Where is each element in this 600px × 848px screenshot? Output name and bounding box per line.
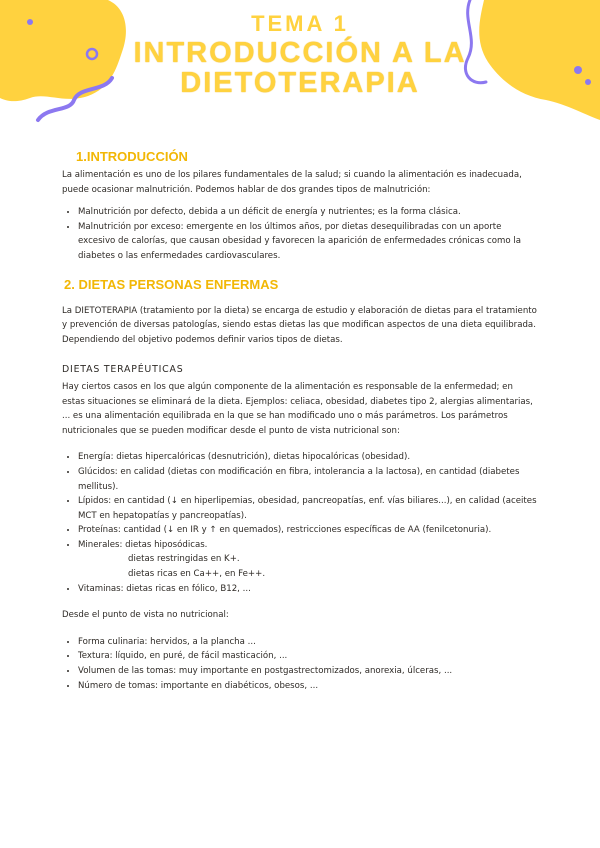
tema-label: TEMA 1: [251, 11, 349, 36]
section-heading-introduccion: 1.INTRODUCCIÓN: [76, 149, 188, 164]
page-title-line1: INTRODUCCIÓN A LA: [133, 37, 467, 69]
list-item: • Forma culinaria: hervidos, a la plancha ...: [78, 635, 538, 650]
list-item: • Vitaminas: dietas ricas en fólico, B12, ...: [78, 582, 538, 597]
list-item: • Volumen de las tomas: muy importante en postgastrectomizados, anorexia, úlceras, ...: [78, 664, 538, 679]
list-item: • Energía: dietas hipercalóricas (desnutrición), dietas hipocalóricas (obesidad).: [78, 450, 538, 465]
paragraph-intro: La alimentación es uno de los pilares fundamentales de la salud; si cuando la alimentación es inadecuada, puede ocasionar malnutrición. Podemos hablar de dos grandes tipos de malnutrición:: [62, 170, 522, 195]
minerales-cont-line: dietas ricas en Ca++, en Fe++.: [128, 569, 266, 580]
paragraph-objetivo: Dependiendo del objetivo podemos definir varios tipos de dietas.: [62, 334, 343, 345]
list-item: • Malnutrición por exceso: emergente en los últimos años, por dietas desequilibradas con un aporte excesivo de calorías, que causan obesidad y favorecen la aparición de enfermedades crónicas como la diabetes o las enfermedades cardiovasculares.: [78, 220, 538, 264]
paragraph-no-nutricional: Desde el punto de vista no nutricional:: [62, 610, 229, 621]
list-item: • Número de tomas: importante en diabéticos, obesos, ...: [78, 679, 538, 694]
document-body: [62, 148, 538, 693]
paragraph-dietoterapia: La DIETOTERAPIA (tratamiento por la dieta) se encarga de estudio y elaboración de dietas para el tratamiento y prevención de diversas patologías, siendo estas dietas las que modifican aspectos de una dieta equilibrada.: [62, 305, 537, 331]
list-item: • Proteínas: cantidad (↓ en IR y ↑ en quemados), restricciones específicas de AA (fenilcetonuria).: [78, 523, 538, 538]
malnutrition-list: [62, 205, 538, 263]
section-heading-dietas: 2. DIETAS PERSONAS ENFERMAS: [64, 276, 279, 292]
title-block: [0, 10, 600, 98]
minerales-text: Minerales: dietas hiposódicas.: [78, 539, 208, 550]
page-title-line2: DIETOTERAPIA: [180, 67, 420, 99]
list-item: • Lípidos: en cantidad (↓ en hiperlipemias, obesidad, pancreopatías, enf. vías biliares...), en calidad (aceites MCT en hepatopatías y pancreopatías).: [78, 494, 538, 523]
list-item: • Glúcidos: en calidad (dietas con modificación en fibra, intolerancia a la lactosa), en cantidad (diabetes mellitus).: [78, 465, 538, 494]
minerales-cont-line: dietas restringidas en K+.: [128, 554, 240, 565]
list-item: [78, 538, 538, 582]
subheading-dietas-terapeuticas: DIETAS TERAPÉUTICAS: [62, 364, 184, 376]
list-item: • Textura: líquido, en puré, de fácil masticación, ...: [78, 649, 538, 664]
list-item: • Malnutrición por defecto, debida a un déficit de energía y nutrientes; es la forma clásica.: [78, 205, 538, 220]
parametros-list: [62, 450, 538, 596]
no-nutricional-list: [62, 635, 538, 693]
paragraph-casos: Hay ciertos casos en los que algún componente de la alimentación es responsable de la enfermedad; en estas situaciones se eliminará de la dieta. Ejemplos: celiaca, obesidad, diabetes tipo 2, alergias alimentarias, ... es una alimentación equilibrada en la que se han modificado uno o más parámetros. Los parámetros nutricionales que se pueden modificar desde el punto de vista nutricional son:: [62, 381, 533, 436]
